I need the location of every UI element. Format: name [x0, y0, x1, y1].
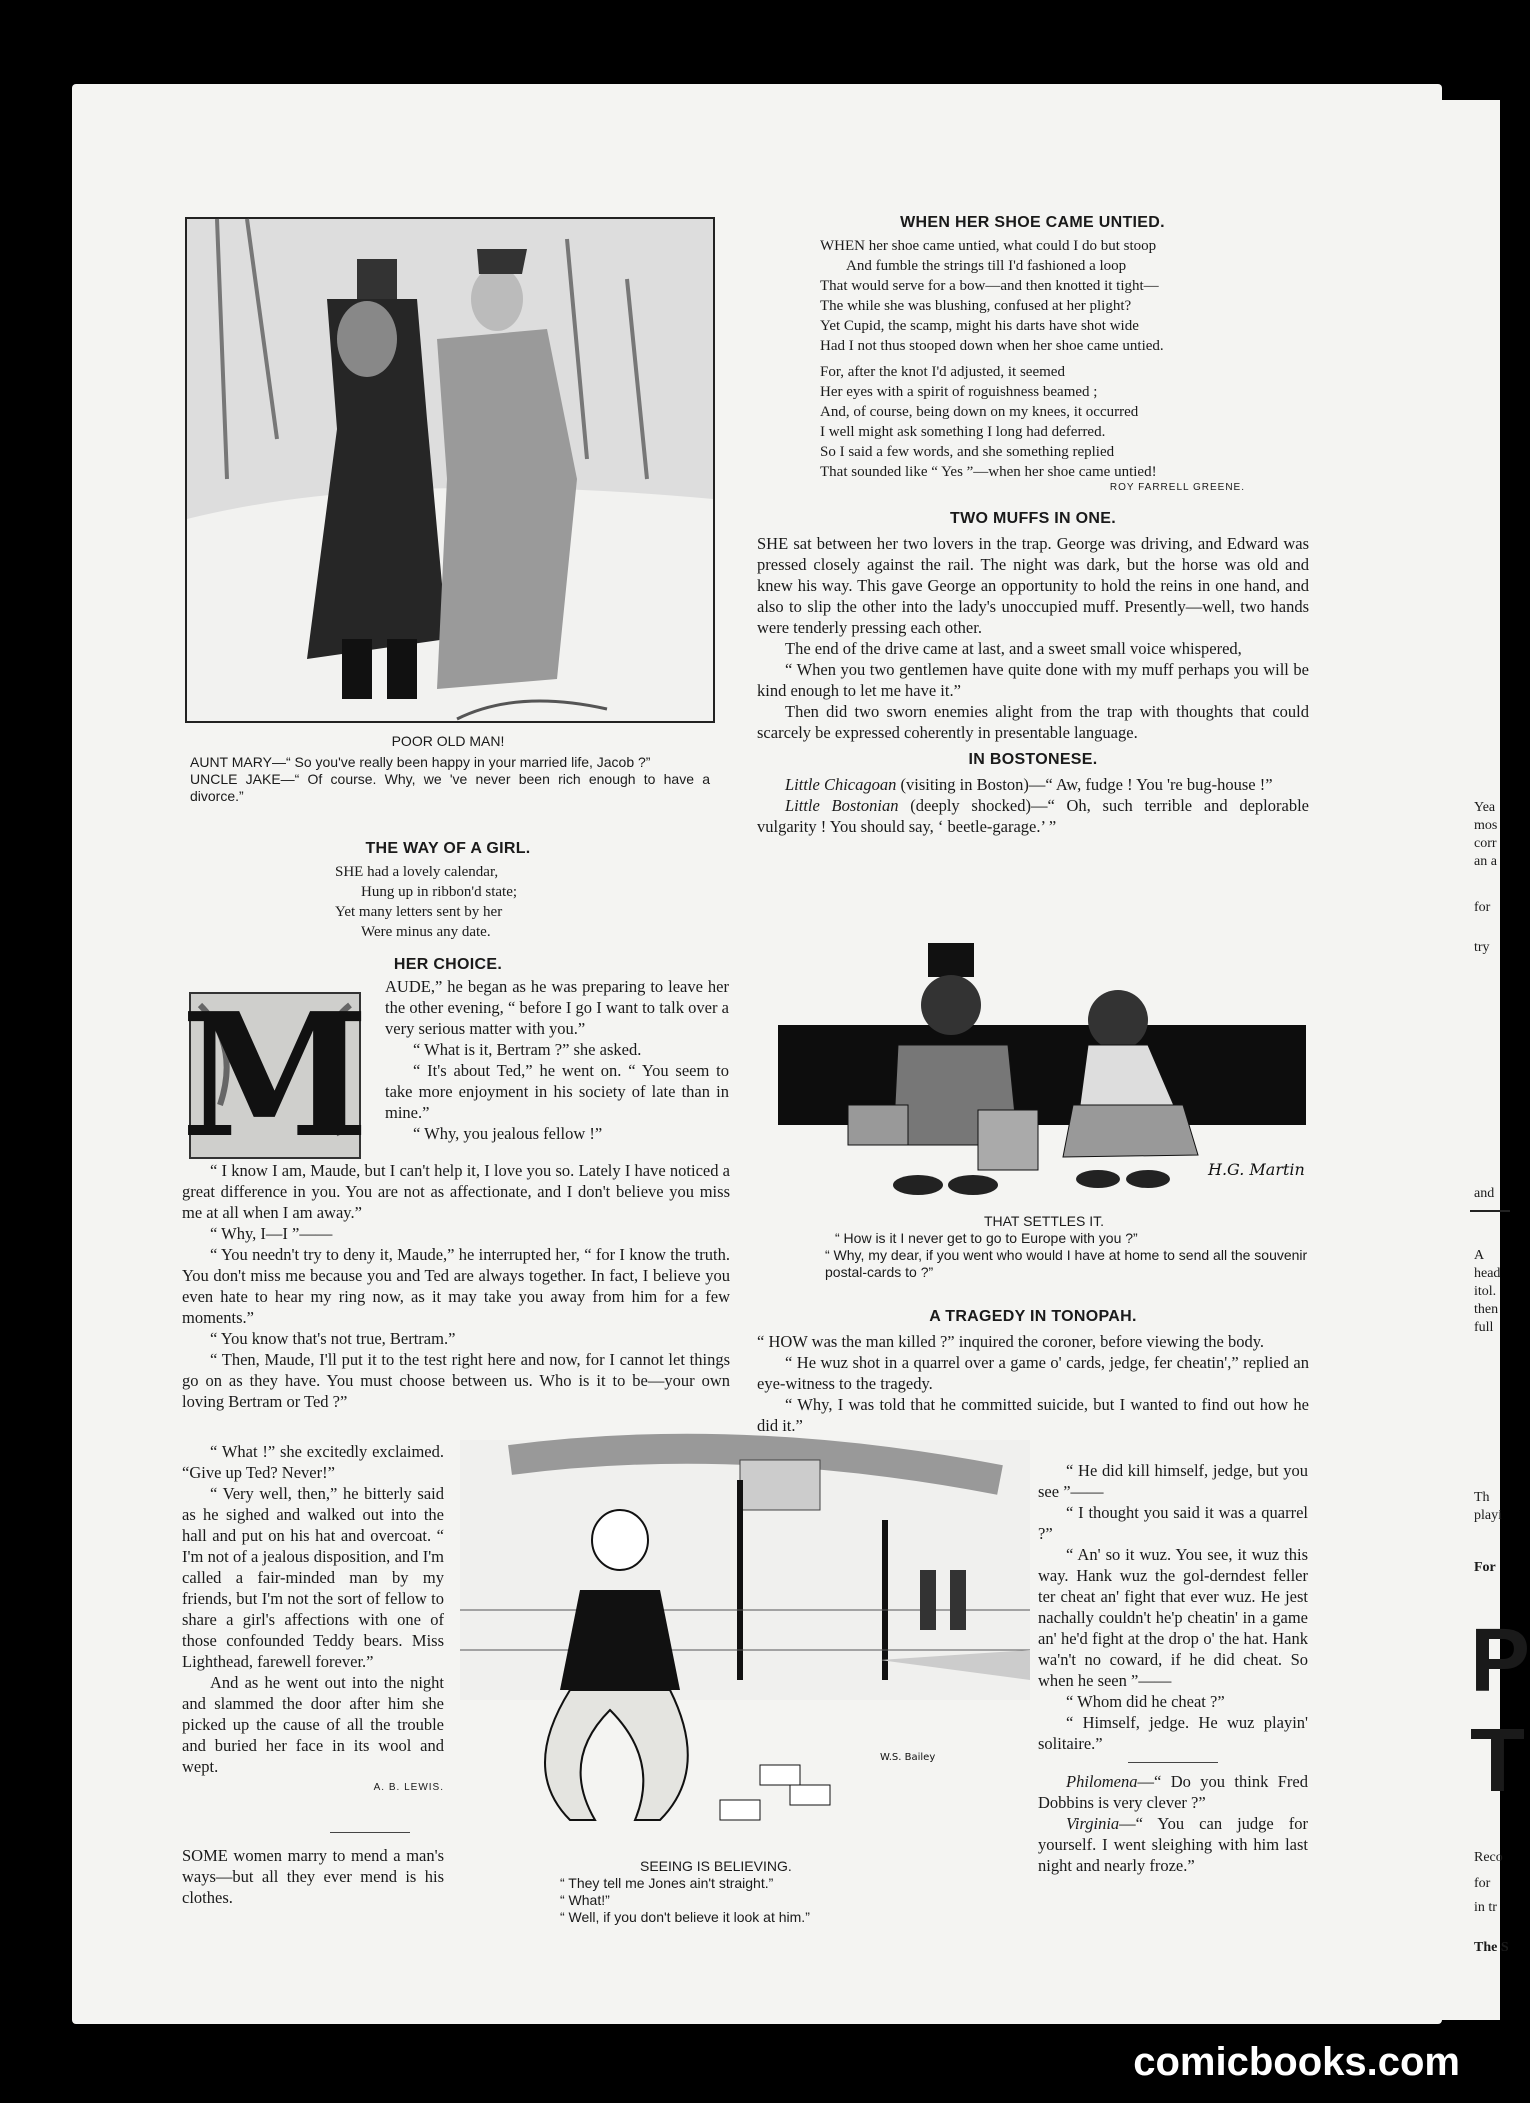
poem-line: Yet Cupid, the scamp, might his darts have shot wide	[820, 318, 1139, 334]
strip-text: an a	[1474, 854, 1497, 869]
divider	[1470, 1210, 1510, 1212]
her-choice-title: HER CHOICE.	[393, 956, 503, 973]
strip-text: Yea	[1474, 800, 1496, 815]
strip-text: head	[1474, 1266, 1501, 1281]
tonopah-side	[1038, 1460, 1308, 1876]
speech: (deeply shocked)—“ Oh, such terrible and deplorable vulgarity ! You should say, ‘ beetle-garage.’ ”	[757, 796, 1309, 836]
her-choice-body	[182, 1160, 730, 1412]
strip-text: try	[1474, 940, 1490, 955]
poem-line: So I said a few words, and she something replied	[820, 444, 1115, 460]
paragraph: “ He wuz shot in a quarrel over a game o' cards, jedge, fer cheatin',” replied an eye-witness to the tragedy.	[757, 1353, 1309, 1393]
poem-line: For, after the knot I'd adjusted, it seemed	[820, 364, 1065, 380]
strip-text: then	[1474, 1302, 1499, 1317]
strip-text: for	[1474, 900, 1491, 915]
cartoon2-line1: “ How is it I never get to go to Europe with you ?”	[835, 1230, 1138, 1246]
strip-text: mos	[1474, 818, 1498, 833]
author-signature: A. B. LEWIS.	[373, 1782, 444, 1793]
site-watermark: comicbooks.com	[1133, 2040, 1460, 2084]
paragraph: SOME women marry to mend a man's ways—but all they ever mend is his clothes.	[182, 1846, 444, 1907]
cartoon1-line2: UNCLE JAKE—“ Of course. Why, we 've never been rich enough to have a divorce.”	[190, 771, 710, 804]
shoe-poem	[760, 214, 1305, 493]
way-line: SHE had a lovely calendar,	[335, 864, 499, 880]
speaker: Philomena	[1066, 1772, 1138, 1791]
paragraph: “ What is it, Bertram ?” she asked.	[413, 1040, 642, 1059]
decorative-m-initial	[180, 976, 370, 1176]
strip-text: for	[1474, 1876, 1491, 1891]
cartoon2-line2: “ Why, my dear, if you went who would I have at home to send all the souvenir postal-cards to ?”	[825, 1247, 1308, 1280]
paragraph: “ He did kill himself, jedge, but you see ”——	[1038, 1461, 1308, 1501]
some-women	[182, 1845, 444, 1908]
boston-title: IN BOSTONESE.	[968, 751, 1098, 768]
tonopah-top	[757, 1306, 1309, 1436]
speech: —“ Do you think Fred Dobbins is very clever ?”	[1038, 1772, 1308, 1812]
strip-text: and	[1474, 1186, 1495, 1201]
author-signature: ROY FARRELL GREENE.	[1109, 482, 1245, 493]
paragraph: “ Whom did he cheat ?”	[1066, 1692, 1225, 1711]
strip-text: in tr	[1474, 1900, 1497, 1915]
cartoon1-line1: AUNT MARY—“ So you've really been happy in your married life, Jacob ?”	[190, 754, 651, 770]
paragraph: “ When you two gentlemen have quite done with my muff perhaps you will be kind enough to let me have it.”	[757, 660, 1309, 700]
muffs-title: TWO MUFFS IN ONE.	[950, 510, 1116, 527]
two-muffs	[757, 508, 1309, 837]
paragraph: “ It's about Ted,” he went on. “ You seem to take more enjoyment in his society of late than in mine.”	[385, 1061, 729, 1122]
cartoon3-title: SEEING IS BELIEVING.	[640, 1858, 792, 1874]
way-poem	[185, 862, 711, 942]
speech: —“ You can judge for yourself. I went sleighing with him last night and nearly froze.”	[1038, 1814, 1308, 1875]
paragraph: “ I know I am, Maude, but I can't help it, I love you so. Lately I have noticed a great difference in you. You are not as affectionate, and I don't believe you miss me at all when I am away.”	[182, 1161, 730, 1222]
tonopah-title: A TRAGEDY IN TONOPAH.	[929, 1308, 1137, 1325]
poem-line: And, of course, being down on my knees, it occurred	[820, 404, 1139, 420]
paragraph: “ You know that's not true, Bertram.”	[210, 1329, 456, 1348]
cartoon2-caption	[780, 1213, 1308, 1281]
her-choice-end	[182, 1441, 444, 1798]
strip-text: The S	[1474, 1940, 1509, 1955]
paragraph: “ An' so it wuz. You see, it wuz this way. Hank wuz the gol-derndest feller ter cheat an' fight that ever wuz. He jest nachally couldn't he'p cheatin' in a game an' he'd fight at the drop o' the hat. Hank wa'n't no coward, if he did cheat. So when he seen ”——	[1038, 1545, 1308, 1690]
way-line: Yet many letters sent by her	[335, 904, 503, 920]
her-choice-intro	[385, 976, 729, 1144]
paragraph: SHE sat between her two lovers in the trap. George was driving, and Edward was pressed closely against the rail. The night was dark, but the horse was old and knew his way. This gave George an opportunity to hold the reins in one hand, and also to slip the other into the lady's unoccupied muff. Presently—well, two hands were tenderly pressing each other.	[757, 534, 1309, 637]
way-title: THE WAY OF A GIRL.	[365, 840, 531, 857]
poem-line: Had I not thus stooped down when her shoe came untied.	[820, 338, 1164, 354]
shoe-stanza	[760, 236, 1305, 482]
way-line: Were minus any date.	[361, 924, 491, 940]
poem-line: That sounded like “ Yes ”—when her shoe came untied!	[820, 464, 1157, 480]
poor-old-man-illustration	[185, 217, 715, 723]
shoe-title: WHEN HER SHOE CAME UNTIED.	[900, 214, 1165, 231]
cartoon3-line3: “ Well, if you don't believe it look at him.”	[560, 1909, 810, 1925]
paragraph: The end of the drive came at last, and a sweet small voice whispered,	[785, 639, 1242, 658]
artist-signature: W.S. Bailey	[880, 1752, 936, 1763]
paragraph: “ HOW was the man killed ?” inquired the coroner, before viewing the body.	[757, 1332, 1265, 1351]
strip-text: Reco	[1474, 1850, 1503, 1865]
strip-text: itol.	[1474, 1284, 1497, 1299]
speech: (visiting in Boston)—“ Aw, fudge ! You 're bug-house !”	[896, 775, 1273, 794]
seeing-is-believing-illustration	[460, 1440, 1030, 1850]
paragraph: Then did two sworn enemies alight from the trap with thoughts that could scarcely be expressed coherently in presentable language.	[757, 702, 1309, 742]
paragraph: “ Why, you jealous fellow !”	[413, 1124, 603, 1143]
strip-text: Th	[1474, 1490, 1490, 1505]
cartoon3-line1: “ They tell me Jones ain't straight.”	[560, 1875, 774, 1891]
poem-line: I well might ask something I long had deferred.	[820, 424, 1106, 440]
cartoon2-title: THAT SETTLES IT.	[983, 1213, 1105, 1229]
seeing-is-believing-drawing	[460, 1440, 1030, 1850]
cartoon3-caption	[560, 1858, 980, 1926]
adjacent-page-strip	[1440, 100, 1530, 2020]
paragraph: “ What !” she excitedly exclaimed. “Give up Ted? Never!”	[182, 1442, 444, 1482]
poem-line: WHEN her shoe came untied, what could I do but stoop	[820, 238, 1157, 254]
strip-text: T	[1470, 1711, 1525, 1811]
paragraph: AUDE,” he began as he was preparing to leave her the other evening, “ before I go I want to talk over a very serious matter with you.”	[385, 977, 729, 1038]
speaker: Little Bostonian	[785, 796, 899, 815]
strip-text: P	[1470, 1611, 1530, 1711]
paragraph: And as he went out into the night and slammed the door after him she picked up the cause of all the trouble and buried her face in its wool and wept.	[182, 1673, 444, 1776]
strip-text: playi	[1474, 1508, 1502, 1523]
poem-line: Her eyes with a spirit of roguishness beamed ;	[820, 384, 1098, 400]
cartoon3-line2: “ What!”	[560, 1892, 610, 1908]
that-settles-it-drawing	[778, 935, 1306, 1205]
paragraph: “ I thought you said it was a quarrel ?”	[1038, 1503, 1308, 1543]
artist-signature: H.G. Martin	[1208, 1160, 1305, 1179]
cartoon1-caption	[190, 754, 710, 805]
way-of-a-girl	[185, 840, 711, 942]
poem-line: And fumble the strings till I'd fashioned a loop	[846, 258, 1127, 274]
speaker: Virginia	[1066, 1814, 1120, 1833]
divider	[330, 1832, 410, 1833]
divider	[1128, 1762, 1218, 1763]
svg-text:M: M	[180, 976, 370, 1176]
paragraph: “ Why, I was told that he committed suicide, but I wanted to find out how he did it.”	[757, 1395, 1309, 1435]
paragraph: “ You needn't try to deny it, Maude,” he interrupted her, “ for I know the truth. You don't miss me because you and Ted are always together. In fact, I believe you even hate to hear my ring now, as it may take you away from him for a few moments.”	[182, 1245, 730, 1327]
poem-line: That would serve for a bow—and then knotted it tight—	[820, 278, 1159, 294]
paragraph: “ Very well, then,” he bitterly said as he sighed and walked out into the hall and put on his hat and overcoat. “ I'm not of a jealous disposition, and I'm called a fair-minded man by my friends, but I'm not the sort of fellow to share a girl's affections with one of those confounded Teddy bears. Miss Lighthead, farewell forever.”	[182, 1484, 444, 1671]
that-settles-it-illustration	[778, 935, 1306, 1205]
strip-text: For	[1474, 1560, 1496, 1575]
poor-old-man-drawing	[187, 219, 713, 721]
ornament-icon	[180, 976, 370, 1176]
paragraph: “ Then, Maude, I'll put it to the test right here and now, for I cannot let things go on as they have. You must choose between us. Who is it to be—your own loving Bertram or Ted ?”	[182, 1350, 730, 1411]
way-line: Hung up in ribbon'd state;	[361, 884, 518, 900]
strip-text: A	[1474, 1248, 1485, 1263]
speaker: Little Chicagoan	[785, 775, 897, 794]
cartoon1-title: POOR OLD MAN!	[391, 733, 505, 749]
poem-line: The while she was blushing, confused at her plight?	[820, 298, 1132, 314]
paragraph: “ Himself, jedge. He wuz playin' solitaire.”	[1038, 1713, 1308, 1753]
strip-text: corr	[1474, 836, 1497, 851]
strip-text: full	[1474, 1320, 1494, 1335]
paragraph: “ Why, I—I ”——	[210, 1224, 333, 1243]
